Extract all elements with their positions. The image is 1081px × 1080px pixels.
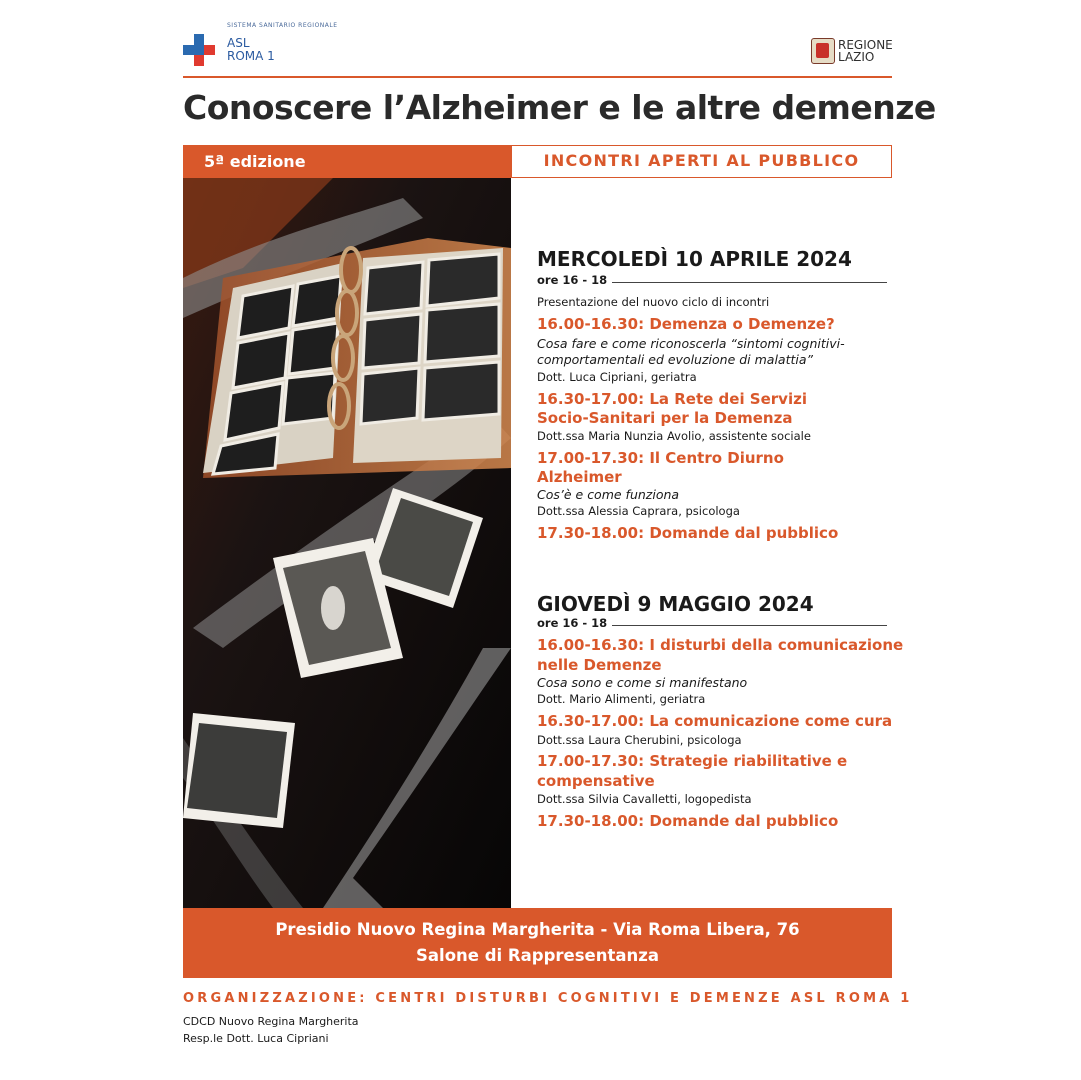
- regione-lazio-logo: [811, 38, 901, 66]
- day1-date: MERCOLEDÌ 10 APRILE 2024: [537, 247, 852, 271]
- day2-session1-title-line2: nelle Demenze: [537, 656, 662, 674]
- day2-session4-title: 17.30-18.00: Domande dal pubblico: [537, 812, 839, 830]
- asl-name: ASL ROMA 1: [227, 36, 275, 63]
- day1-session2-title-line2: Socio-Sanitari per la Demenza: [537, 409, 793, 427]
- responsible-name: Resp.le Dott. Luca Cipriani: [183, 1032, 329, 1045]
- region-name: REGIONE LAZIO: [838, 38, 893, 64]
- day1-session3-speaker: Dott.ssa Alessia Caprara, psicologa: [537, 504, 740, 518]
- day1-session4-title: 17.30-18.00: Domande dal pubblico: [537, 524, 839, 542]
- day1-session1-title: 16.00-16.30: Demenza o Demenze?: [537, 315, 835, 333]
- photo-album-image: [183, 178, 511, 908]
- day2-session1-title-line1: 16.00-16.30: I disturbi della comunicazione: [537, 636, 904, 654]
- organization-line: ORGANIZZAZIONE: CENTRI DISTURBI COGNITIVI E DEMENZE ASL ROMA 1: [183, 991, 913, 1006]
- day1-session3-desc: Cos’è e come funziona: [537, 487, 680, 502]
- day2-session3-title-line2: compensative: [537, 772, 655, 790]
- header-divider: [183, 76, 892, 78]
- open-meetings-label: INCONTRI APERTI AL PUBBLICO: [543, 151, 860, 170]
- day2-session3-speaker: Dott.ssa Silvia Cavalletti, logopedista: [537, 792, 752, 806]
- day2-session1-desc: Cosa sono e come si manifestano: [537, 675, 748, 690]
- day1-session3-title-line1: 17.00-17.30: Il Centro Diurno: [537, 449, 784, 467]
- asl-cross-icon: [183, 34, 215, 66]
- venue-address: Presidio Nuovo Regina Margherita - Via Roma Libera, 76: [275, 920, 800, 939]
- day1-time-rule: [612, 282, 887, 283]
- asl-tagline: SISTEMA SANITARIO REGIONALE: [227, 22, 338, 29]
- day2-session1-speaker: Dott. Mario Alimenti, geriatra: [537, 692, 706, 706]
- day2-session2-speaker: Dott.ssa Laura Cherubini, psicologa: [537, 733, 742, 747]
- day1-time: ore 16 - 18: [537, 273, 608, 287]
- center-name: CDCD Nuovo Regina Margherita: [183, 1015, 359, 1028]
- day1-session1-speaker: Dott. Luca Cipriani, geriatra: [537, 370, 697, 384]
- day1-session2-speaker: Dott.ssa Maria Nunzia Avolio, assistente sociale: [537, 429, 811, 443]
- day1-session1-desc-line2: comportamentali ed evoluzione di malattia”: [537, 352, 814, 367]
- asl-roma1-logo: [183, 22, 338, 68]
- day2-date: GIOVEDÌ 9 MAGGIO 2024: [537, 592, 814, 616]
- venue-room: Salone di Rappresentanza: [416, 946, 659, 965]
- day1-intro: Presentazione del nuovo ciclo di incontri: [537, 295, 770, 309]
- lazio-emblem-icon: [811, 38, 835, 64]
- day2-session3-title-line1: 17.00-17.30: Strategie riabilitative e: [537, 752, 848, 770]
- day1-session3-title-line2: Alzheimer: [537, 468, 622, 486]
- page-title: Conoscere l’Alzheimer e le altre demenze: [183, 88, 936, 127]
- venue-banner: [183, 908, 892, 978]
- day2-session2-title: 16.30-17.00: La comunicazione come cura: [537, 712, 893, 730]
- day2-time-rule: [612, 625, 887, 626]
- day2-time: ore 16 - 18: [537, 616, 608, 630]
- day1-session1-desc-line1: Cosa fare e come riconoscerla “sintomi cognitivi-: [537, 336, 845, 351]
- edition-label: 5ª edizione: [204, 152, 306, 171]
- day1-session2-title-line1: 16.30-17.00: La Rete dei Servizi: [537, 390, 807, 408]
